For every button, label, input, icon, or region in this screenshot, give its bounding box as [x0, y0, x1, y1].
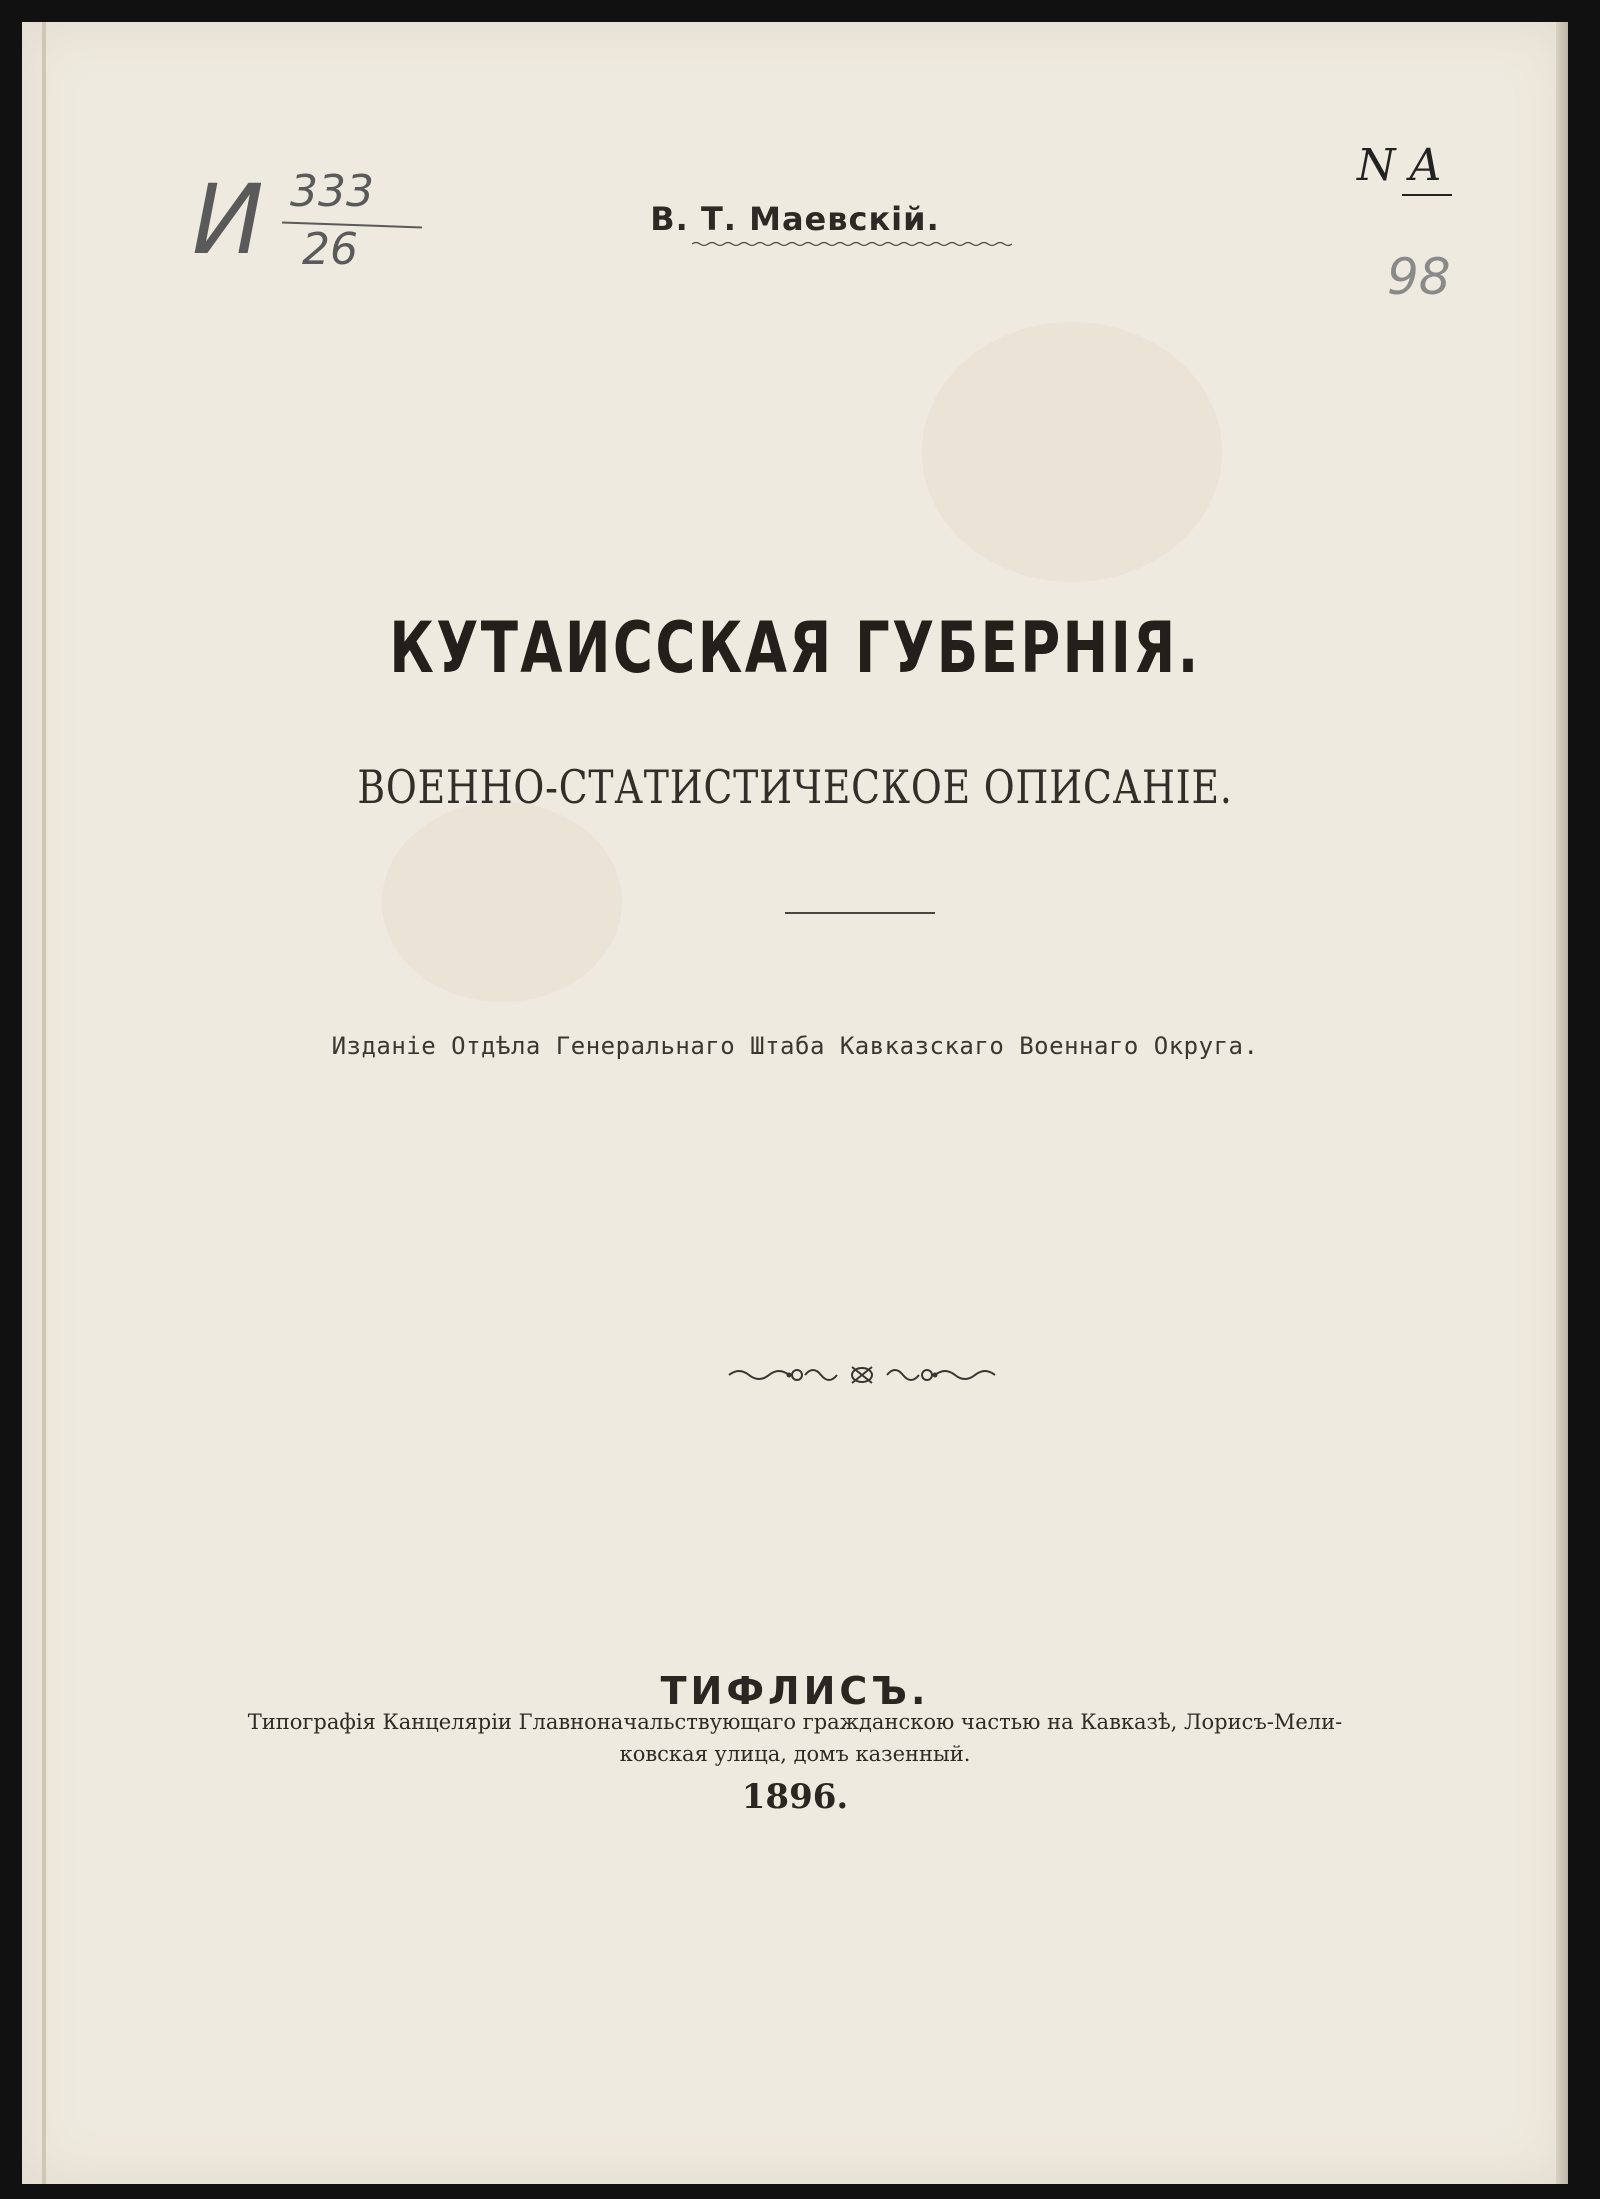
divider-rule — [785, 912, 935, 914]
imprint-printer-line: Типографія Канцеляріи Главноначальствующаго гражданскою частью на Кавказѣ, Лорисъ-Мели- — [247, 1710, 1343, 1734]
imprint-city: ТИФЛИСЪ. — [660, 1669, 930, 1713]
author-name: В. Т. Маевскій. — [650, 200, 940, 238]
handwritten-mark: N A — [1357, 140, 1442, 191]
handwritten-page-number: 98 — [1387, 248, 1451, 306]
publisher-line: Изданіе Отдѣла Генеральнаго Штаба Кавказскаго Военнаго Округа. — [331, 1032, 1259, 1060]
page-edge — [1556, 22, 1568, 2184]
paper-stain — [922, 322, 1222, 582]
imprint-printer-line: ковская улица, домъ казенный. — [619, 1742, 971, 1766]
shelfmark-numerator: 333 — [290, 166, 374, 217]
shelfmark-letter: И — [192, 164, 264, 276]
title-page — [22, 22, 1568, 2184]
handwritten-mark-underline — [1402, 194, 1452, 196]
book-title: КУТАИССКАЯ ГУБЕРНІЯ. — [389, 607, 1201, 689]
book-subtitle: ВОЕННО-СТАТИСТИЧЕСКОЕ ОПИСАНІЕ. — [357, 760, 1233, 814]
imprint-year: 1896. — [741, 1777, 849, 1817]
ornament-flourish — [727, 1355, 997, 1395]
spine-fold — [42, 22, 46, 2184]
paper-stain — [382, 802, 622, 1002]
shelfmark-denominator: 26 — [302, 224, 358, 275]
author-wavy-underline — [692, 241, 1012, 247]
